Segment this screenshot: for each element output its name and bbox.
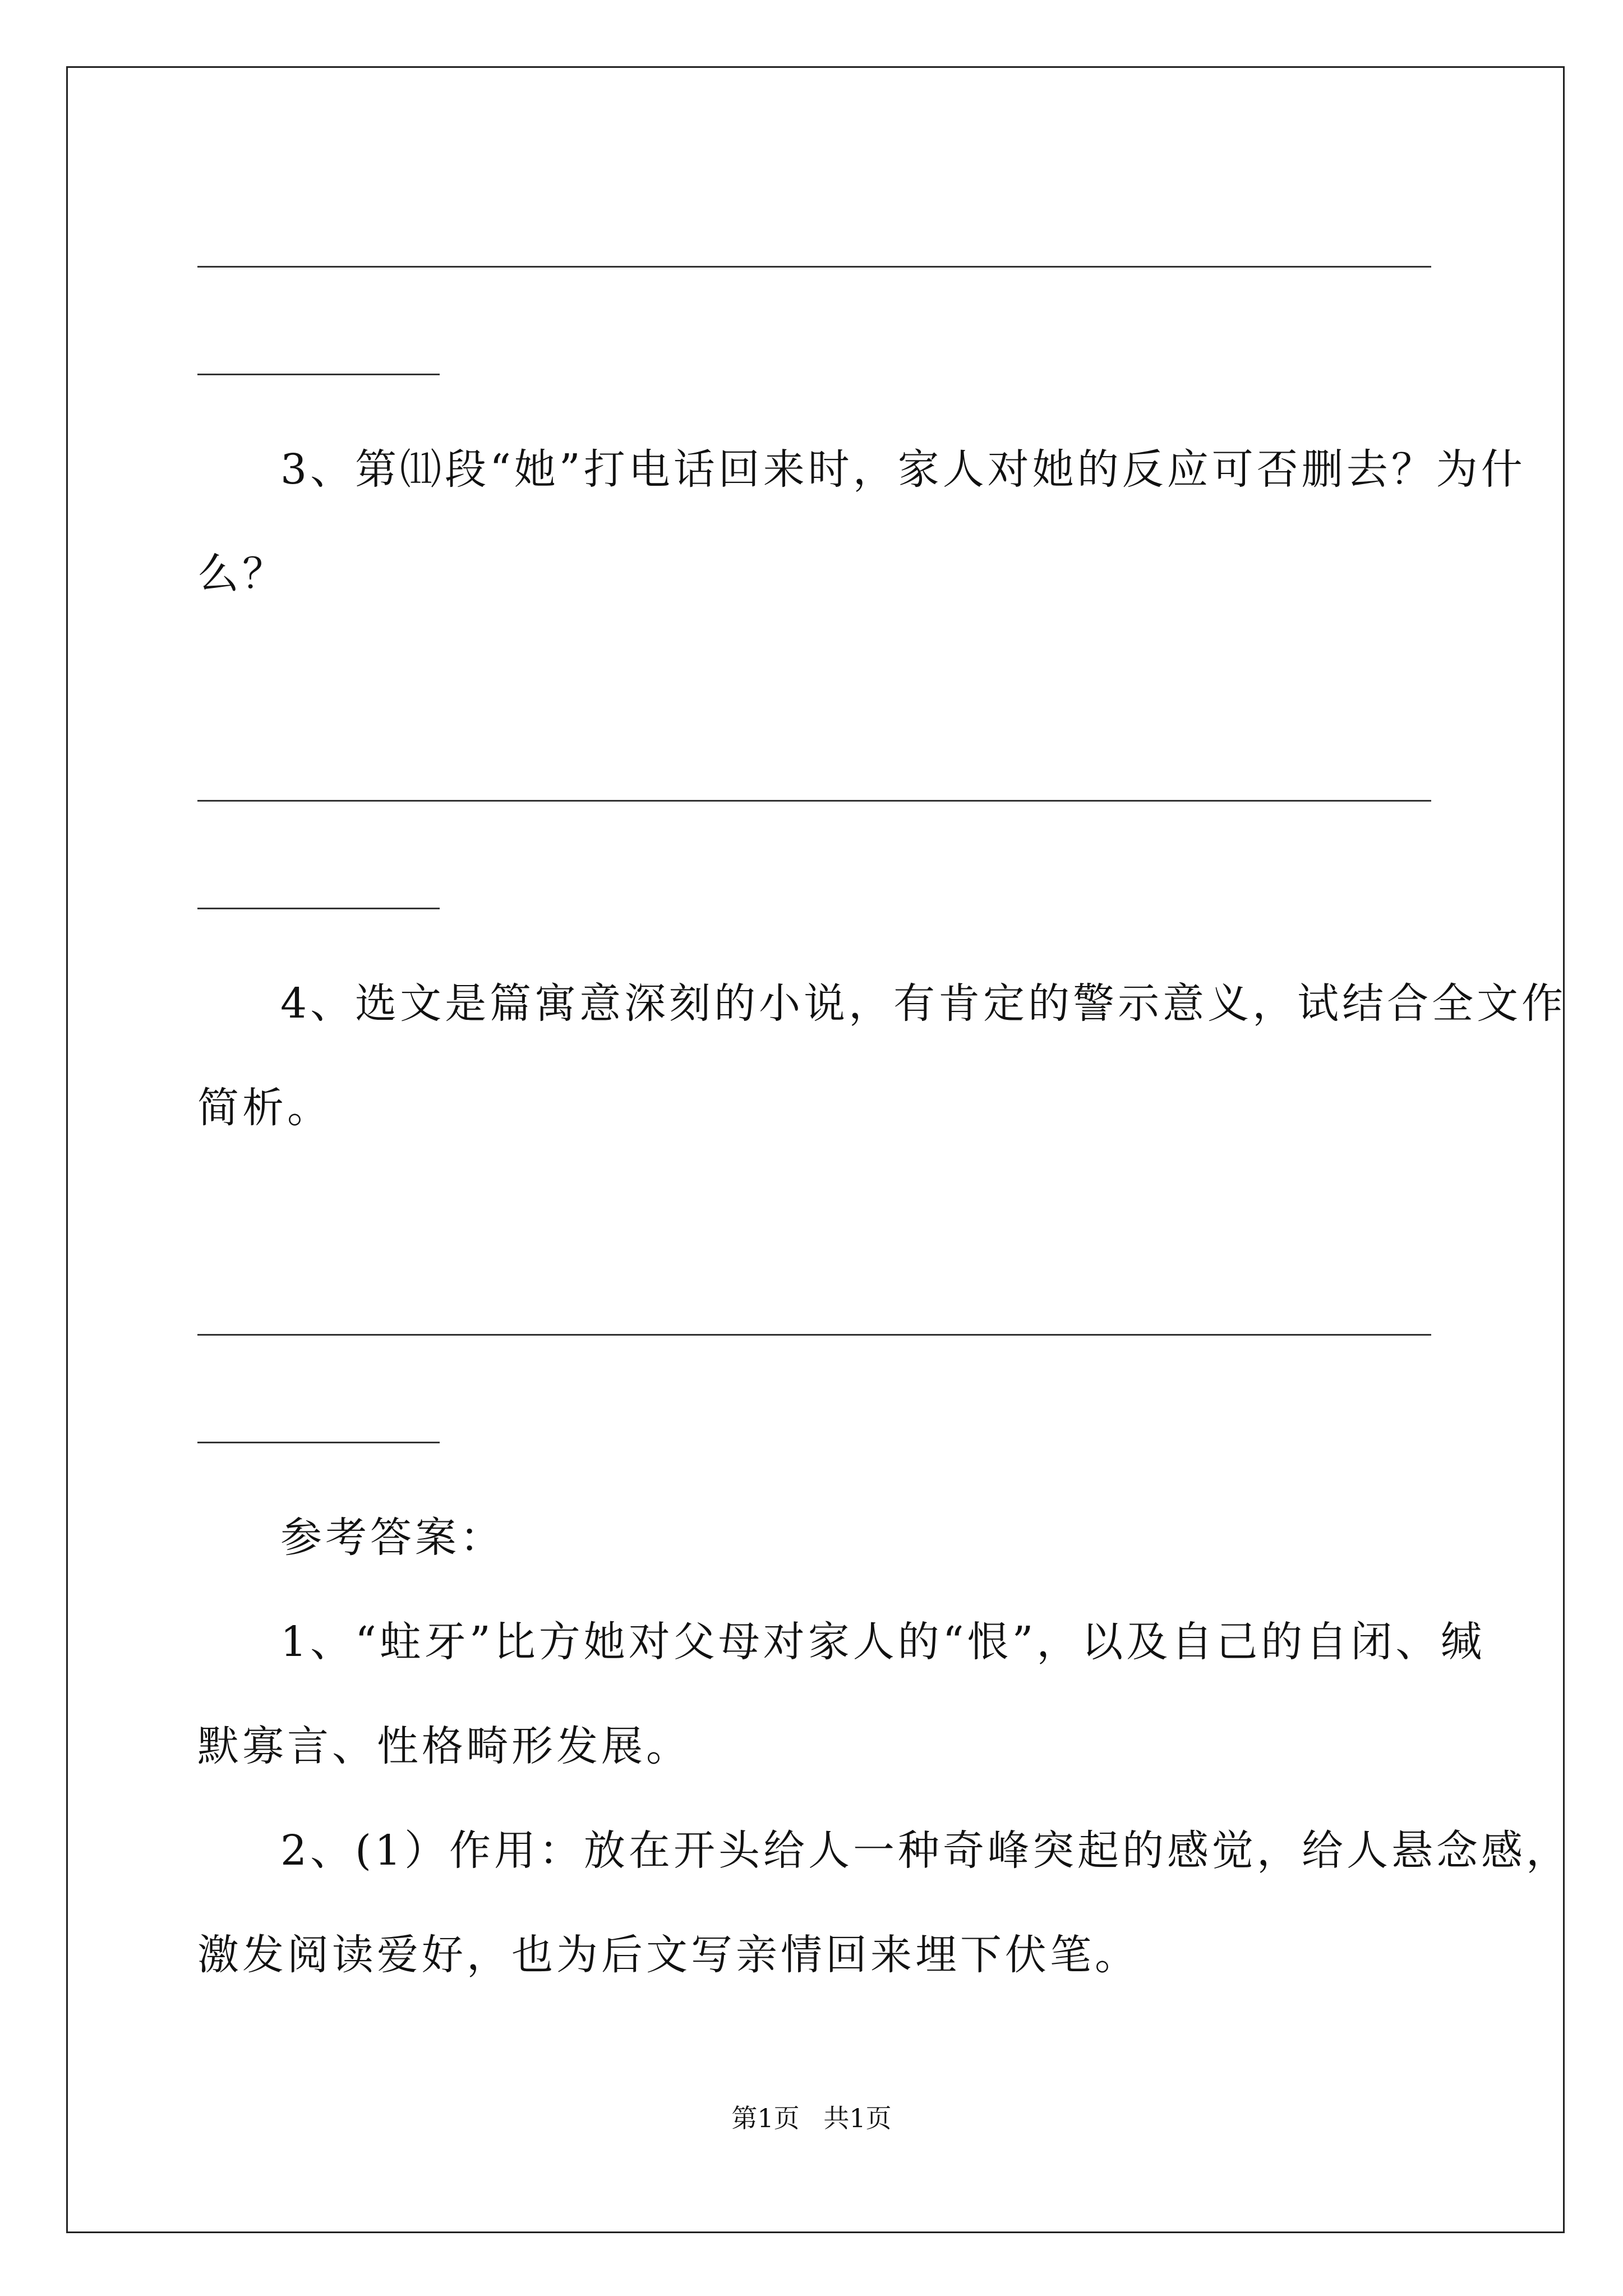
answer-1-line-1: 1、“蛀牙”比方她对父母对家人的“恨”，以及自己的自闭、缄 xyxy=(280,1618,1486,1666)
answer-line-1b xyxy=(197,374,440,375)
answer-line-4b xyxy=(197,1442,440,1443)
page-border xyxy=(66,66,1565,2233)
answers-heading: 参考答案： xyxy=(280,1513,505,1562)
question-4-line-1: 4、选文是篇寓意深刻的小说，有肯定的警示意义，试结合全文作 xyxy=(280,979,1567,1028)
page-footer xyxy=(0,2098,1623,2135)
answer-line-4a xyxy=(197,1334,1431,1336)
page-number: 第1页 xyxy=(731,2103,800,2133)
answer-2-line-2: 激发阅读爱好，也为后文写亲情回来埋下伏笔。 xyxy=(197,1931,1140,1979)
answer-line-3b xyxy=(197,908,440,909)
question-3-line-1: 3、第⑾段“她”打电话回来时，家人对她的反应可否删去？为什 xyxy=(280,445,1526,494)
answer-1-line-2: 默寡言、性格畸形发展。 xyxy=(197,1722,691,1770)
question-3-line-2: 么？ xyxy=(197,550,287,598)
question-4-line-2: 简析。 xyxy=(197,1084,332,1132)
answer-line-3a xyxy=(197,800,1431,802)
answer-2-line-1: 2、(1）作用：放在开头给人一种奇峰突起的感觉，给人悬念感， xyxy=(280,1826,1571,1875)
answer-line-1a xyxy=(197,266,1431,268)
page-total: 共1页 xyxy=(823,2103,892,2133)
